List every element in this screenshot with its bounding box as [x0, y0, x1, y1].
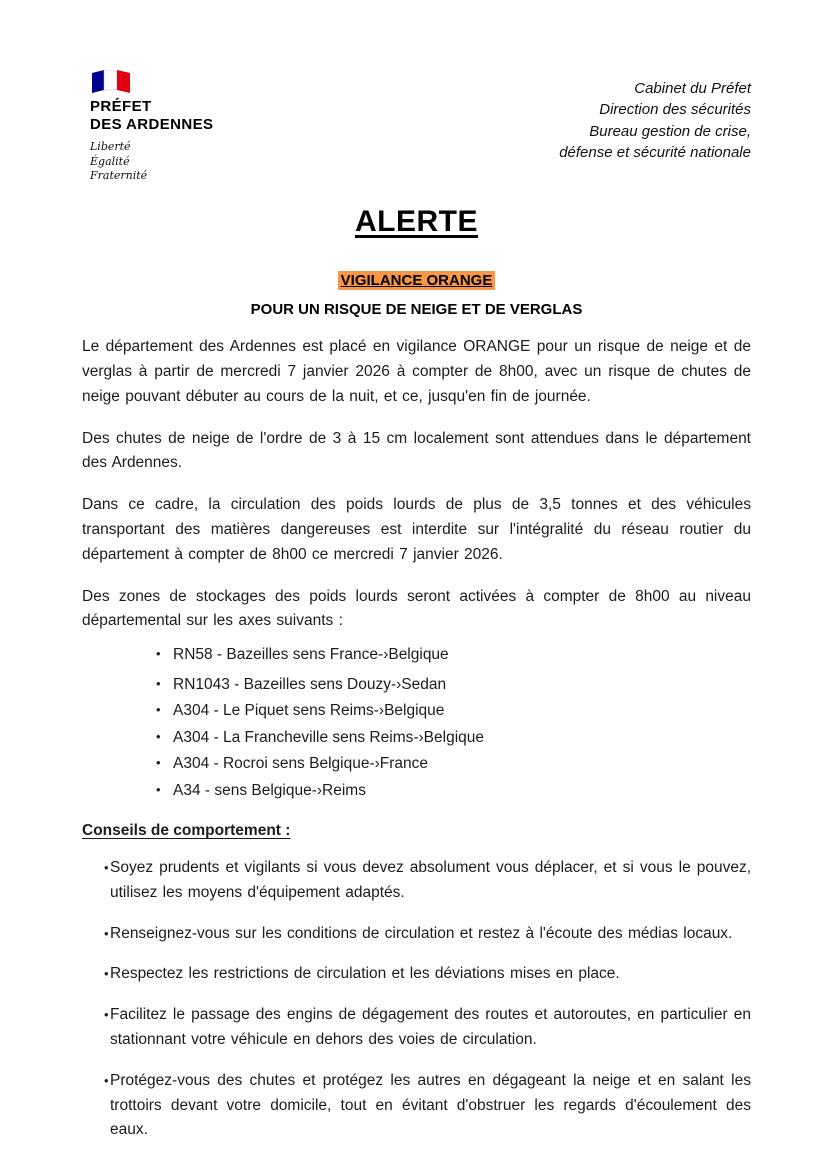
- conseil-item: [82, 962, 751, 987]
- axes-item: [156, 700, 751, 722]
- paragraph-vigilance-orange: Le département des Ardennes est placé en vigilance ORANGE pour un risque de neige et de verglas à partir de mercredi 7 janvier 2026 à compter de 8h00, avec un risque de chutes de neige pouvant débuter au cours de la nuit, et ce, jusqu'en fin de journée.: [82, 338, 751, 405]
- office-line: Cabinet du Préfet: [634, 80, 751, 97]
- axes-list: [156, 644, 751, 802]
- conseil-item-text: Facilitez le passage des engins de dégagement des routes et autoroutes, en particulier en stationnant votre véhicule en dehors des voies de circulation.: [110, 1006, 751, 1049]
- bullet-icon: •: [156, 728, 161, 744]
- logo-departement-text: DES ARDENNES: [90, 115, 214, 133]
- motto-line-egalite: Égalité: [90, 154, 130, 168]
- conseil-item: [82, 856, 751, 906]
- conseil-item-text: Respectez les restrictions de circulation et les déviations mises en place.: [110, 965, 620, 983]
- logo-prefet-text: PRÉFET: [90, 98, 152, 115]
- paragraph-zones-stockage: Des zones de stockages des poids lourds seront activées à compter de 8h00 au niveau départemental sur les axes suivants :: [82, 587, 751, 630]
- motto-line-liberte: Liberté: [90, 140, 131, 154]
- conseil-item: [82, 922, 751, 947]
- axes-item: [156, 727, 751, 749]
- axes-item: [156, 644, 751, 666]
- bullet-icon: •: [156, 755, 161, 771]
- conseil-item-text: Soyez prudents et vigilants si vous devez absolument vous déplacer, et si vous le pouvez, utilisez les moyens d'équipement adaptés.: [110, 859, 751, 901]
- conseil-item: [82, 1003, 751, 1053]
- conseil-item-text: Protégez-vous des chutes et protégez les autres en dégageant la neige et en salant les trottoirs devant votre domicile, tout en évitant d'obstruer les regards d'écoulement des eaux.: [110, 1071, 751, 1139]
- conseils-list: [82, 856, 751, 1143]
- vigilance-highlight: VIGILANCE ORANGE: [338, 271, 496, 290]
- bullet-icon: •: [156, 646, 161, 662]
- bullet-icon: •: [156, 702, 161, 718]
- document-title: ALERTE: [355, 205, 478, 239]
- document-header: [82, 70, 751, 183]
- bullet-icon: •: [156, 781, 161, 797]
- axes-item: [156, 780, 751, 802]
- conseil-item: [82, 1069, 751, 1143]
- issuing-office-block: [559, 70, 751, 163]
- vigilance-banner: [82, 271, 751, 290]
- paragraph-chutes-neige: Des chutes de neige de l'ordre de 3 à 15 cm localement sont attendues dans le département des Ardennes.: [82, 429, 751, 472]
- motto-line-fraternite: Fraternité: [90, 168, 148, 182]
- axes-item: [156, 674, 751, 696]
- axes-item-label: RN1043 - Bazeilles sens Douzy-›Sedan: [173, 675, 447, 693]
- bullet-icon: •: [156, 675, 161, 691]
- french-flag-icon: [92, 70, 130, 93]
- bullet-icon: •: [104, 925, 109, 941]
- office-line: Direction des sécurités: [599, 101, 751, 119]
- office-line: défense et sécurité nationale: [559, 143, 751, 161]
- conseil-item-text: Renseignez-vous sur les conditions de circulation et restez à l'écoute des médias locaux.: [110, 924, 733, 942]
- office-line: Bureau gestion de crise,: [589, 122, 751, 140]
- bullet-icon: •: [104, 1072, 109, 1088]
- axes-item-label: A304 - Rocroi sens Belgique-›France: [173, 755, 429, 773]
- axes-item-label: RN58 - Bazeilles sens France-›Belgique: [173, 646, 449, 664]
- axes-item: [156, 753, 751, 775]
- conseils-heading: Conseils de comportement :: [82, 822, 291, 840]
- prefecture-logo: [90, 70, 270, 183]
- paragraph-interdiction-poids-lourds: Dans ce cadre, la circulation des poids lourds de plus de 3,5 tonnes et des véhicules transportant des matières dangereuses est interdite sur l'intégralité du réseau routier du département à compter de 8h00 ce mercredi 7 janvier 2026.: [82, 496, 751, 563]
- bullet-icon: •: [104, 966, 109, 982]
- axes-item-label: A304 - La Francheville sens Reims-›Belgique: [173, 728, 485, 746]
- axes-item-label: A34 - sens Belgique-›Reims: [173, 781, 366, 799]
- bullet-icon: •: [104, 1007, 109, 1023]
- axes-item-label: A304 - Le Piquet sens Reims-›Belgique: [173, 702, 445, 720]
- logo-motto: [90, 140, 270, 183]
- document-body: [82, 335, 751, 1143]
- alert-subtitle: POUR UN RISQUE DE NEIGE ET DE VERGLAS: [250, 301, 583, 319]
- bullet-icon: •: [104, 860, 109, 876]
